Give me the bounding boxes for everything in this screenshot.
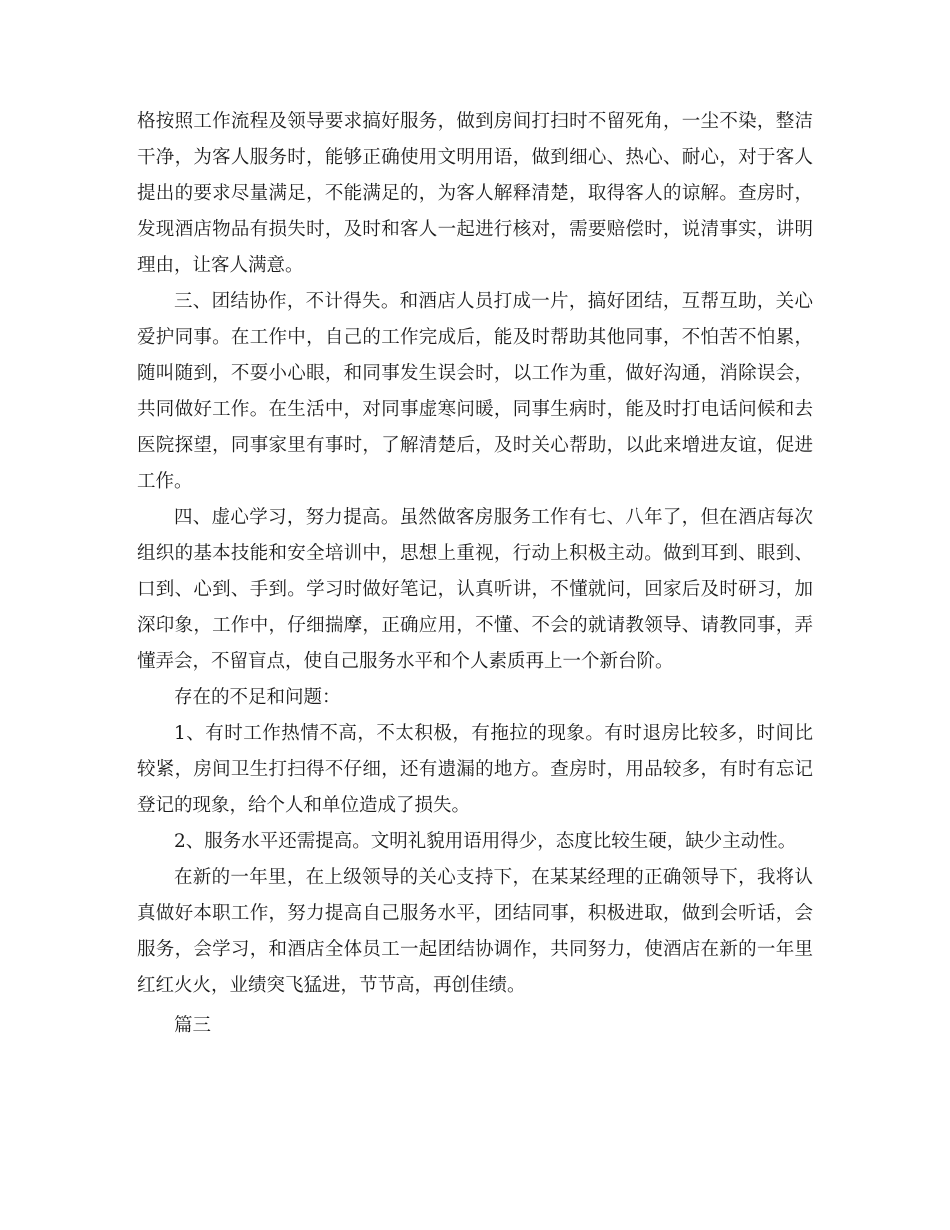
section-heading: 篇三 — [174, 1015, 212, 1036]
paragraph-shortcoming-2: 2、服务水平还需提高。文明礼貌用语用得少，态度比较生硬，缺少主动性。 — [174, 831, 797, 852]
paragraph-shortcomings-heading: 存在的不足和问题： — [174, 687, 341, 708]
paragraph-service-continued: 格按照工作流程及领导要求搞好服务，做到房间打扫时不留死角，一尘不染，整洁干净，为客人服务时，能够正确使用文明用语，做到细心、热心、耐心，对于客人提出的要求尽量满足，不能满足的，为客人解释清楚，取得客人的谅解。查房时，发现酒店物品有损失时，及时和客人一起进行核对，需要赔偿时，说清事实，讲明理由，让客人满意。 — [137, 111, 813, 276]
paragraph-shortcoming-1: 1、有时工作热情不高，不太积极，有拖拉的现象。有时退房比较多，时间比较紧，房间卫生打扫得不仔细，还有遗漏的地方。查房时，用品较多，有时有忘记登记的现象，给个人和单位造成了损失。 — [137, 723, 813, 816]
document-body — [137, 104, 813, 1044]
paragraph-learning: 四、虚心学习，努力提高。虽然做客房服务工作有七、八年了，但在酒店每次组织的基本技能和安全培训中，思想上重视，行动上积极主动。做到耳到、眼到、口到、心到、手到。学习时做好笔记，认真听讲，不懂就问，回家后及时研习，加深印象，工作中，仔细揣摩，正确应用，不懂、不会的就请教领导、请教同事，弄懂弄会，不留盲点，使自己服务水平和个人素质再上一个新台阶。 — [137, 507, 813, 672]
paragraph-teamwork: 三、团结协作，不计得失。和酒店人员打成一片，搞好团结，互帮互助，关心爱护同事。在工作中，自己的工作完成后，能及时帮助其他同事，不怕苦不怕累，随叫随到，不耍小心眼，和同事发生误会时，以工作为重，做好沟通，消除误会，共同做好工作。在生活中，对同事虚寒问暖，同事生病时，能及时打电话问候和去医院探望，同事家里有事时，了解清楚后，及时关心帮助，以此来增进友谊，促进工作。 — [137, 291, 813, 492]
paragraph-new-year-plan: 在新的一年里，在上级领导的关心支持下，在某某经理的正确领导下，我将认真做好本职工作，努力提高自己服务水平，团结同事，积极进取，做到会听话，会服务，会学习，和酒店全体员工一起团结协调作，共同努力，使酒店在新的一年里红红火火，业绩突飞猛进，节节高，再创佳绩。 — [137, 867, 813, 996]
